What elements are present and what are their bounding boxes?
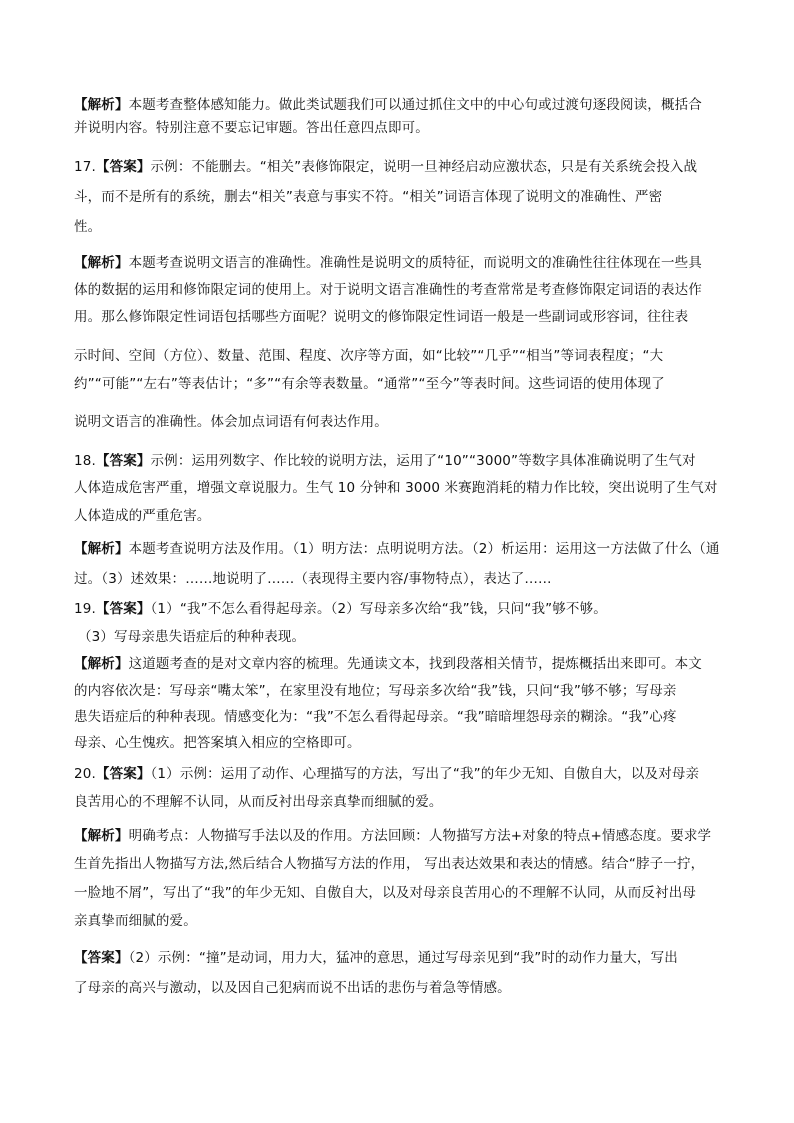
text-line	[74, 374, 734, 394]
text-line	[74, 539, 734, 559]
text-line	[74, 978, 734, 998]
text-line	[74, 280, 734, 300]
text-line	[74, 792, 734, 812]
line-text: 这道题考查的是对文章内容的梳理。先通读文本，找到段落相关情节，提炼概括出来即可。本文	[128, 656, 702, 672]
text-line	[78, 627, 738, 647]
text-line	[74, 346, 734, 366]
line-text: 过。（3）述效果：……地说明了……（表现得主要内容/事物特点），表达了……	[74, 571, 552, 587]
line-text: 母亲、心生愧疚。把答案填入相应的空格即可。	[74, 735, 361, 751]
text-line	[74, 826, 734, 846]
line-text: 本题考查说明方法及作用。（1）明方法：点明说明方法。（2）析运用：运用这一方法做了什么（通	[128, 541, 720, 557]
line-text: （1）示例：运用了动作、心理描写的方法，写出了“我”的年少无知、自傲自大，以及对母亲	[150, 766, 700, 782]
text-line	[74, 157, 734, 177]
line-text: 斗，而不是所有的系统，删去“相关”表意与事实不符。“相关”词语言体现了说明文的准确性、严密	[74, 189, 663, 205]
line-text: （3）写母亲患失语症后的种种表现。	[78, 629, 306, 645]
line-text: 体的数据的运用和修饰限定词的使用上。对于说明文语言准确性的考查常常是考查修饰限定词语的表达作	[74, 282, 702, 298]
section-tag: 【解析】	[74, 97, 129, 113]
section-tag: 【答案】	[95, 601, 151, 617]
line-text: 说明文语言的准确性。体会加点词语有何表达作用。	[74, 414, 388, 430]
section-tag: 【解析】	[74, 541, 129, 557]
text-line	[74, 707, 734, 727]
text-line	[74, 681, 734, 701]
section-tag: 【答案】	[95, 159, 151, 175]
question-number: 18.	[74, 453, 96, 469]
line-text: 约”“可能”“左右”等表估计；“多”“有余等表数量。“通常”“至今”等表时间。这些词语的使用体现了	[74, 376, 665, 392]
line-text: 明确考点：人物描写手法以及的作用。方法回顾：人物描写方法+对象的特点+情感态度。要求学	[128, 828, 712, 844]
line-text: 示例：不能删去。“相关”表修饰限定，说明一旦神经启动应激状态，只是有关系统会投入战	[150, 159, 698, 175]
text-line	[74, 307, 734, 327]
line-text: 性。	[74, 219, 102, 235]
text-line	[74, 854, 734, 874]
section-tag: 【解析】	[74, 255, 129, 271]
line-text: 亲真挚而细腻的爱。	[74, 913, 197, 929]
section-tag: 【解析】	[74, 828, 129, 844]
line-text: 人体造成危害严重，增强文章说服力。生气 10 分钟和 3000 米赛跑消耗的精力作比较，突出说明了生气对	[74, 480, 718, 496]
section-tag: 【答案】	[95, 766, 151, 782]
section-tag: 【解析】	[74, 656, 129, 672]
line-text: 人体造成的严重危害。	[74, 508, 211, 524]
line-text: 示例：运用列数字、作比较的说明方法，运用了“10”“3000”等数字具体准确说明了生气对	[150, 453, 696, 469]
text-line	[74, 478, 734, 498]
line-text: 良苦用心的不理解不认同，从而反衬出母亲真挚而细腻的爱。	[74, 794, 443, 810]
text-line	[74, 948, 734, 968]
line-text: 本题考查说明文语言的准确性。准确性是说明文的质特征，而说明文的准确性往往体现在一些具	[128, 255, 702, 271]
text-line	[74, 506, 734, 526]
line-text: （2）示例：“撞”是动词，用力大，猛冲的意思，通过写母亲见到“我”时的动作力量大，写出	[128, 950, 678, 966]
text-line	[74, 733, 734, 753]
text-line	[74, 253, 734, 273]
line-text: 了母亲的高兴与激动，以及因自己犯病而说不出话的悲伤与着急等情感。	[74, 980, 511, 996]
text-line	[74, 569, 734, 589]
section-tag: 【答案】	[74, 950, 129, 966]
text-line	[74, 911, 734, 931]
line-text: 一脸地不屑”，写出了“我”的年少无知、自傲自大，以及对母亲良苦用心的不理解不认同，从而反衬出母	[74, 885, 697, 901]
text-line	[74, 217, 734, 237]
line-text: （1）“我”不怎么看得起母亲。（2）写母亲多次给“我”钱，只问“我”够不够。	[150, 601, 607, 617]
line-text: 生首先指出人物描写方法,然后结合人物描写方法的作用， 写出表达效果和表达的情感。结合“脖子一拧，	[74, 856, 705, 872]
line-text: 的内容依次是：写母亲“嘴太笨”，在家里没有地位；写母亲多次给“我”钱，只问“我”够不够；写母亲	[74, 683, 677, 699]
question-number: 20.	[74, 766, 96, 782]
line-text: 示时间、空间（方位）、数量、范围、程度、次序等方面，如“比较”“几乎”“相当”等词表程度；“大	[74, 348, 664, 364]
text-line	[74, 654, 734, 674]
line-text: 患失语症后的种种表现。情感变化为：“我”不怎么看得起母亲。“我”暗暗埋怨母亲的糊涂。“我”心疼	[74, 709, 677, 725]
text-line	[74, 412, 734, 432]
section-tag: 【答案】	[95, 453, 151, 469]
line-text: 用。那么修饰限定性词语包括哪些方面呢？说明文的修饰限定性词语一般是一些副词或形容词，往往表	[74, 309, 689, 325]
text-line	[74, 95, 734, 115]
line-text: 并说明内容。特别注意不要忘记审题。答出任意四点即可。	[74, 120, 429, 136]
question-number: 19.	[74, 601, 96, 617]
text-line	[74, 764, 734, 784]
question-number: 17.	[74, 159, 96, 175]
text-line	[74, 118, 734, 138]
line-text: 本题考查整体感知能力。做此类试题我们可以通过抓住文中的中心句或过渡句逐段阅读，概括合	[128, 97, 702, 113]
text-line	[74, 599, 734, 619]
text-line	[74, 187, 734, 207]
text-line	[74, 451, 734, 471]
text-line	[74, 883, 734, 903]
